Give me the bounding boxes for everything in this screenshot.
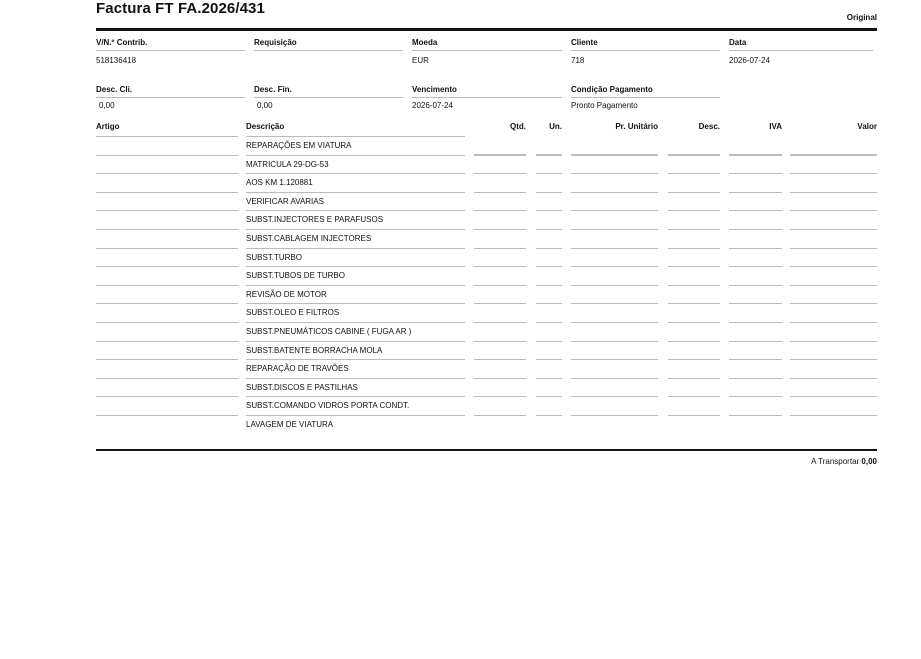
row-divider (790, 322, 877, 323)
row-divider (246, 229, 465, 230)
line-description: LAVAGEM DE VIATURA (246, 420, 334, 429)
row-divider (246, 378, 465, 379)
row-divider (474, 192, 526, 193)
row-divider (474, 378, 526, 379)
row-divider (668, 173, 720, 174)
row-divider (790, 229, 877, 230)
row-divider (729, 359, 782, 360)
line-description: SUBST.OLEO E FILTROS (246, 308, 340, 318)
line-description: SUBST.BATENTE BORRACHA MOLA (246, 345, 383, 355)
line-description: REVISÃO DE MOTOR (246, 289, 327, 299)
row-divider (571, 341, 658, 342)
row-divider (246, 210, 465, 211)
row-divider (474, 322, 526, 323)
row-divider (571, 285, 658, 286)
field-value: EUR (412, 56, 429, 65)
row-divider (729, 341, 782, 342)
row-divider (729, 248, 782, 249)
row-divider (729, 155, 782, 156)
field-value: 2026-07-24 (729, 56, 770, 65)
row-divider (536, 322, 562, 323)
row-divider (474, 210, 526, 211)
row-divider (536, 229, 562, 230)
field-label: Requisição (254, 38, 297, 47)
row-divider (571, 415, 658, 416)
row-divider (474, 155, 526, 156)
column-un-header: Un. (549, 122, 562, 131)
row-divider (246, 266, 465, 267)
row-divider (536, 341, 562, 342)
field-label: Desc. Fin. (254, 85, 292, 94)
field-value: 0,00 (99, 101, 115, 110)
row-divider (96, 341, 238, 342)
row-divider (96, 229, 238, 230)
row-divider (536, 210, 562, 211)
line-description: SUBST.COMANDO VIDROS PORTA CONDT. (246, 401, 410, 411)
row-divider (790, 285, 877, 286)
field-label: Data (729, 38, 747, 47)
row-divider (571, 229, 658, 230)
row-divider (246, 248, 465, 249)
row-divider (246, 396, 465, 397)
row-divider (474, 248, 526, 249)
line-description: REPARAÇÃO DE TRAVÕES (246, 364, 349, 374)
row-divider (571, 173, 658, 174)
field-underline (254, 97, 403, 98)
column-artigo-header: Artigo (96, 122, 120, 131)
column-descricao-header: Descrição (246, 122, 285, 131)
row-divider (668, 154, 720, 155)
field-underline (254, 50, 403, 51)
row-divider (246, 322, 465, 323)
field-label: Condição Pagamento (571, 85, 653, 94)
row-divider (246, 359, 465, 360)
row-divider (246, 173, 465, 174)
row-divider (96, 378, 238, 379)
row-divider (96, 136, 238, 137)
row-divider (474, 359, 526, 360)
field-label: V/N.º Contrib. (96, 38, 148, 47)
row-divider (790, 396, 877, 397)
line-description: SUBST.CABLAGEM INJECTORES (246, 234, 372, 243)
line-description: SUBST.INJECTORES E PARAFUSOS (246, 215, 384, 225)
row-divider (536, 173, 562, 174)
field-underline (571, 50, 720, 51)
field-underline (571, 97, 720, 98)
row-divider (729, 378, 782, 379)
row-divider (96, 192, 238, 193)
row-divider (246, 415, 465, 416)
row-divider (571, 154, 658, 155)
line-description: SUBST.PNEUMÁTICOS CABINE ( FUGA AR ) (246, 327, 412, 336)
row-divider (246, 341, 465, 342)
row-divider (474, 154, 526, 155)
row-divider (790, 378, 877, 379)
row-divider (474, 285, 526, 286)
row-divider (571, 192, 658, 193)
row-divider (96, 155, 238, 156)
row-divider (96, 303, 238, 304)
row-divider (790, 266, 877, 267)
row-divider (536, 248, 562, 249)
line-description: SUBST.DISCOS E PASTILHAS (246, 382, 358, 392)
row-divider (668, 192, 720, 193)
row-divider (96, 210, 238, 211)
row-divider (790, 155, 877, 156)
row-divider (96, 415, 238, 416)
row-divider (571, 266, 658, 267)
column-iva-header: IVA (769, 122, 782, 131)
row-divider (474, 396, 526, 397)
column-desc-header: Desc. (698, 122, 720, 131)
document-title: Factura FT FA.2026/431 (96, 0, 265, 17)
row-divider (96, 322, 238, 323)
row-divider (729, 322, 782, 323)
row-divider (474, 303, 526, 304)
field-underline (729, 50, 873, 51)
row-divider (96, 285, 238, 286)
row-divider (790, 173, 877, 174)
row-divider (536, 396, 562, 397)
row-divider (790, 415, 877, 416)
row-divider (790, 248, 877, 249)
row-divider (571, 359, 658, 360)
transport-total (811, 457, 877, 466)
table-bottom-divider (96, 449, 877, 451)
row-divider (474, 173, 526, 174)
row-divider (474, 415, 526, 416)
row-divider (729, 396, 782, 397)
row-divider (668, 248, 720, 249)
field-value: 718 (571, 56, 585, 65)
row-divider (668, 415, 720, 416)
row-divider (790, 359, 877, 360)
column-pr-unitario-header: Pr. Unitário (615, 122, 658, 131)
row-divider (96, 248, 238, 249)
row-divider (571, 248, 658, 249)
row-divider (790, 303, 877, 304)
row-divider (790, 210, 877, 211)
row-divider (729, 154, 782, 155)
row-divider (536, 266, 562, 267)
field-label: Desc. Cli. (96, 85, 133, 94)
row-divider (668, 285, 720, 286)
field-underline (412, 50, 562, 51)
row-divider (668, 378, 720, 379)
row-divider (536, 378, 562, 379)
row-divider (668, 359, 720, 360)
row-divider (729, 229, 782, 230)
row-divider (96, 359, 238, 360)
row-divider (790, 192, 877, 193)
row-divider (571, 303, 658, 304)
field-value: Pronto Pagamento (571, 101, 638, 110)
row-divider (729, 210, 782, 211)
line-description: REPARAÇÕES EM VIATURA (246, 141, 352, 150)
row-divider (729, 266, 782, 267)
row-divider (571, 210, 658, 211)
row-divider (246, 192, 465, 193)
field-value: 2026-07-24 (412, 101, 453, 110)
field-value: 518136418 (96, 56, 137, 65)
column-qtd-header: Qtd. (510, 122, 526, 131)
row-divider (790, 341, 877, 342)
row-divider (668, 210, 720, 211)
row-divider (246, 155, 465, 156)
row-divider (474, 229, 526, 230)
row-divider (571, 396, 658, 397)
line-description: AOS KM 1.120881 (246, 178, 313, 188)
row-divider (571, 322, 658, 323)
row-divider (536, 303, 562, 304)
field-value: 0,00 (257, 101, 273, 110)
row-divider (668, 155, 720, 156)
row-divider (668, 341, 720, 342)
row-divider (571, 155, 658, 156)
field-label: Cliente (571, 38, 598, 47)
row-divider (536, 155, 562, 156)
row-divider (729, 415, 782, 416)
row-divider (571, 378, 658, 379)
row-divider (668, 322, 720, 323)
row-divider (729, 173, 782, 174)
row-divider (790, 154, 877, 155)
field-underline (412, 97, 562, 98)
row-divider (536, 192, 562, 193)
line-description: VERIFICAR AVARIAS (246, 196, 324, 206)
title-divider (96, 28, 877, 31)
row-divider (96, 173, 238, 174)
field-label: Vencimento (412, 85, 457, 94)
row-divider (729, 303, 782, 304)
row-divider (668, 396, 720, 397)
row-divider (729, 285, 782, 286)
row-divider (246, 136, 465, 137)
row-divider (474, 266, 526, 267)
row-divider (536, 154, 562, 155)
row-divider (536, 415, 562, 416)
field-label: Moeda (412, 38, 438, 47)
row-divider (246, 285, 465, 286)
transport-label: A Transportar (811, 457, 860, 466)
copy-label: Original (846, 13, 877, 22)
line-description: SUBST.TURBO (246, 252, 303, 262)
line-description: MATRICULA 29-DG-53 (246, 159, 329, 169)
row-divider (96, 396, 238, 397)
row-divider (474, 341, 526, 342)
row-divider (668, 229, 720, 230)
row-divider (246, 303, 465, 304)
line-description: SUBST.TUBOS DE TURBO (246, 271, 345, 281)
row-divider (96, 266, 238, 267)
field-underline (96, 50, 245, 51)
row-divider (536, 285, 562, 286)
row-divider (668, 303, 720, 304)
row-divider (536, 359, 562, 360)
column-valor-header: Valor (857, 122, 877, 131)
field-underline (96, 97, 245, 98)
row-divider (729, 192, 782, 193)
row-divider (668, 266, 720, 267)
transport-value: 0,00 (861, 457, 877, 466)
